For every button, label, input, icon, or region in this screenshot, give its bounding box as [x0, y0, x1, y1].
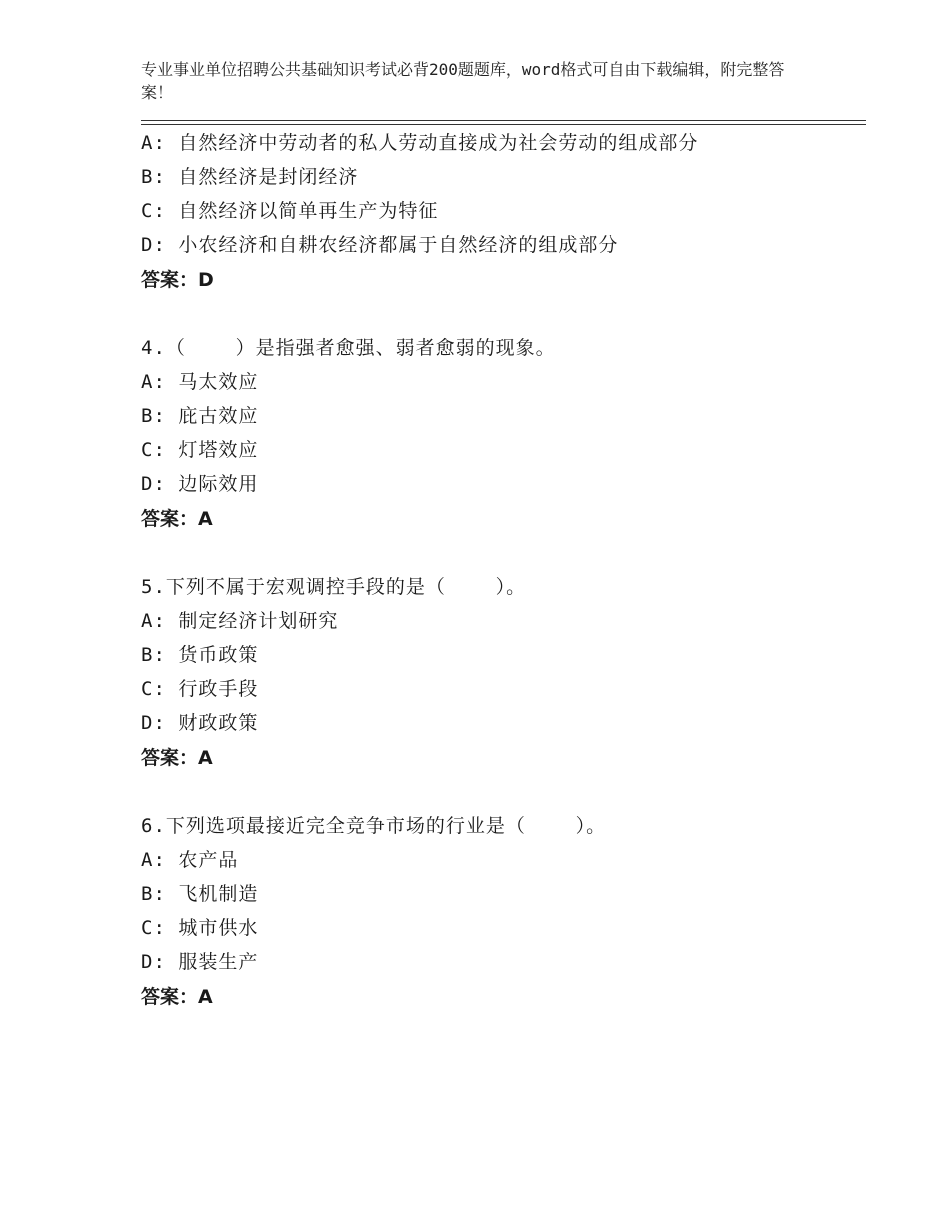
q6-option-b: B: 飞机制造 — [141, 883, 259, 905]
q6-option-a: A: 农产品 — [141, 849, 239, 871]
q3-option-d: D: 小农经济和自耕农经济都属于自然经济的组成部分 — [141, 234, 619, 256]
q5-stem: 5.下列不属于宏观调控手段的是（ ）。 — [141, 576, 527, 598]
q6-stem: 6.下列选项最接近完全竞争市场的行业是（ ）。 — [141, 815, 607, 837]
q4-answer: 答案：A — [141, 508, 213, 530]
q3-answer: 答案：D — [141, 269, 214, 291]
q4-option-b: B: 庇古效应 — [141, 405, 259, 427]
q5-option-b: B: 货币政策 — [141, 644, 259, 666]
q3-option-c: C: 自然经济以简单再生产为特征 — [141, 200, 439, 222]
q4-option-d: D: 边际效用 — [141, 473, 259, 495]
q4-option-a: A: 马太效应 — [141, 371, 259, 393]
q3-option-b: B: 自然经济是封闭经济 — [141, 166, 359, 188]
header-divider-bottom — [141, 124, 866, 125]
q6-option-d: D: 服装生产 — [141, 951, 259, 973]
q4-option-c: C: 灯塔效应 — [141, 439, 259, 461]
q3-option-a: A: 自然经济中劳动者的私人劳动直接成为社会劳动的组成部分 — [141, 132, 699, 154]
document-header: 专业事业单位招聘公共基础知识考试必背200题题库，word格式可自由下载编辑，附完整答案！ — [141, 60, 785, 102]
q5-option-a: A: 制定经济计划研究 — [141, 610, 339, 632]
q4-stem: 4.（ ）是指强者愈强、弱者愈弱的现象。 — [141, 337, 556, 359]
header-divider-top — [141, 120, 866, 121]
q6-option-c: C: 城市供水 — [141, 917, 259, 939]
q5-answer: 答案：A — [141, 747, 213, 769]
q6-answer: 答案：A — [141, 986, 213, 1008]
q5-option-c: C: 行政手段 — [141, 678, 259, 700]
q5-option-d: D: 财政政策 — [141, 712, 259, 734]
